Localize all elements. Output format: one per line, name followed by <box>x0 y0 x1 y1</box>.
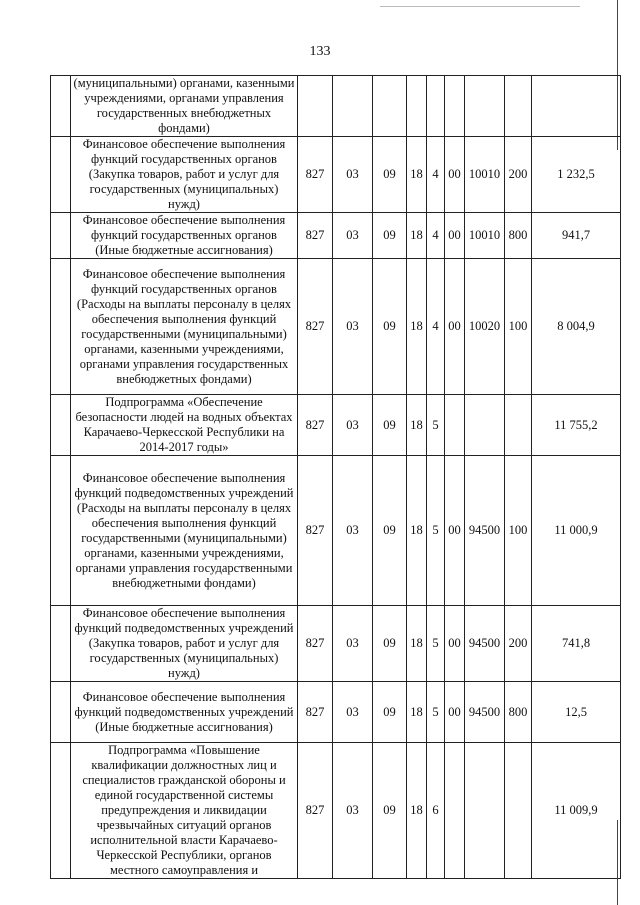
blank-cell <box>51 137 71 213</box>
blank-cell <box>51 76 71 137</box>
direction-code-cell <box>465 76 505 137</box>
table-row <box>51 259 621 395</box>
expense-type-cell <box>505 76 532 137</box>
subsection-code-cell: 09 <box>373 456 407 606</box>
subprogram-code-cell: 4 <box>427 137 445 213</box>
table-row <box>51 456 621 606</box>
section-code-cell: 03 <box>333 259 373 395</box>
amount-cell: 11 755,2 <box>532 395 621 456</box>
row-name-cell: Финансовое обеспечение выполнения функций подведомственных учреждений (Иные бюджетные ассигнования) <box>71 682 298 743</box>
amount-cell: 1 232,5 <box>532 137 621 213</box>
ministry-code-cell: 827 <box>298 606 333 682</box>
program-code-cell: 18 <box>407 259 427 395</box>
program-code-cell: 18 <box>407 682 427 743</box>
program-code-cell <box>407 76 427 137</box>
main-event-code-cell: 00 <box>445 259 465 395</box>
table-row <box>51 395 621 456</box>
ministry-code-cell: 827 <box>298 259 333 395</box>
main-event-code-cell <box>445 76 465 137</box>
direction-code-cell: 94500 <box>465 456 505 606</box>
subsection-code-cell: 09 <box>373 395 407 456</box>
row-name-cell: (муниципальными) органами, казенными учреждениями, органами управления государственных внебюджетных фондами) <box>71 76 298 137</box>
direction-code-cell: 94500 <box>465 682 505 743</box>
bottom-right-edge-line <box>617 820 618 905</box>
section-code-cell: 03 <box>333 395 373 456</box>
subsection-code-cell: 09 <box>373 213 407 259</box>
program-code-cell: 18 <box>407 213 427 259</box>
subsection-code-cell: 09 <box>373 259 407 395</box>
main-event-code-cell: 00 <box>445 213 465 259</box>
main-event-code-cell: 00 <box>445 682 465 743</box>
subprogram-code-cell <box>427 76 445 137</box>
subprogram-code-cell: 5 <box>427 606 445 682</box>
expense-type-cell: 200 <box>505 606 532 682</box>
main-event-code-cell: 00 <box>445 606 465 682</box>
row-name-cell: Финансовое обеспечение выполнения функций подведомственных учреждений (Закупка товаров, работ и услуг для государственных (муниципальных) нужд) <box>71 606 298 682</box>
subprogram-code-cell: 6 <box>427 743 445 879</box>
subsection-code-cell: 09 <box>373 682 407 743</box>
table-row <box>51 743 621 879</box>
row-name-cell: Подпрограмма «Обеспечение безопасности людей на водных объектах Карачаево-Черкесской Республики на 2014-2017 годы» <box>71 395 298 456</box>
ministry-code-cell <box>298 76 333 137</box>
expense-type-cell: 100 <box>505 259 532 395</box>
section-code-cell: 03 <box>333 456 373 606</box>
ministry-code-cell: 827 <box>298 213 333 259</box>
blank-cell <box>51 606 71 682</box>
main-event-code-cell <box>445 395 465 456</box>
table-row <box>51 76 621 137</box>
amount-cell: 12,5 <box>532 682 621 743</box>
direction-code-cell: 10020 <box>465 259 505 395</box>
ministry-code-cell: 827 <box>298 743 333 879</box>
ministry-code-cell: 827 <box>298 137 333 213</box>
subprogram-code-cell: 5 <box>427 456 445 606</box>
ministry-code-cell: 827 <box>298 456 333 606</box>
subprogram-code-cell: 5 <box>427 395 445 456</box>
row-name-cell: Финансовое обеспечение выполнения функций государственных органов (Закупка товаров, работ и услуг для государственных (муниципальных) нужд) <box>71 137 298 213</box>
direction-code-cell: 10010 <box>465 213 505 259</box>
expense-type-cell <box>505 395 532 456</box>
expense-type-cell <box>505 743 532 879</box>
top-rule-line <box>380 6 580 7</box>
section-code-cell: 03 <box>333 137 373 213</box>
subsection-code-cell: 09 <box>373 743 407 879</box>
program-code-cell: 18 <box>407 137 427 213</box>
budget-table-body <box>51 76 621 879</box>
blank-cell <box>51 682 71 743</box>
page-number: 133 <box>309 44 331 59</box>
blank-cell <box>51 743 71 879</box>
blank-cell <box>51 395 71 456</box>
section-code-cell: 03 <box>333 743 373 879</box>
section-code-cell <box>333 76 373 137</box>
row-name-cell: Финансовое обеспечение выполнения функций подведомственных учреждений (Расходы на выплаты персоналу в целях обеспечения выполнения функций государственными (муниципальными) органами, казенными учреждениями, органами управления государственными внебюджетными фондами) <box>71 456 298 606</box>
amount-cell: 741,8 <box>532 606 621 682</box>
direction-code-cell: 10010 <box>465 137 505 213</box>
table-row <box>51 606 621 682</box>
main-event-code-cell: 00 <box>445 456 465 606</box>
row-name-cell: Финансовое обеспечение выполнения функций государственных органов (Расходы на выплаты персоналу в целях обеспечения выполнения функций государственными (муниципальными) органами, казенными учреждениями, органами управления государственных внебюджетных фондами) <box>71 259 298 395</box>
subsection-code-cell: 09 <box>373 137 407 213</box>
subsection-code-cell <box>373 76 407 137</box>
amount-cell: 11 009,9 <box>532 743 621 879</box>
direction-code-cell <box>465 743 505 879</box>
amount-cell: 941,7 <box>532 213 621 259</box>
subsection-code-cell: 09 <box>373 606 407 682</box>
section-code-cell: 03 <box>333 213 373 259</box>
expense-type-cell: 800 <box>505 682 532 743</box>
table-row <box>51 137 621 213</box>
table-row <box>51 682 621 743</box>
main-event-code-cell: 00 <box>445 137 465 213</box>
program-code-cell: 18 <box>407 456 427 606</box>
ministry-code-cell: 827 <box>298 682 333 743</box>
subprogram-code-cell: 4 <box>427 213 445 259</box>
expense-type-cell: 800 <box>505 213 532 259</box>
section-code-cell: 03 <box>333 682 373 743</box>
subprogram-code-cell: 4 <box>427 259 445 395</box>
amount-cell: 8 004,9 <box>532 259 621 395</box>
blank-cell <box>51 213 71 259</box>
amount-cell <box>532 76 621 137</box>
main-event-code-cell <box>445 743 465 879</box>
amount-cell: 11 000,9 <box>532 456 621 606</box>
blank-cell <box>51 456 71 606</box>
budget-table <box>50 75 621 879</box>
row-name-cell: Финансовое обеспечение выполнения функций государственных органов (Иные бюджетные ассигнования) <box>71 213 298 259</box>
direction-code-cell <box>465 395 505 456</box>
subprogram-code-cell: 5 <box>427 682 445 743</box>
ministry-code-cell: 827 <box>298 395 333 456</box>
program-code-cell: 18 <box>407 395 427 456</box>
table-row <box>51 213 621 259</box>
program-code-cell: 18 <box>407 606 427 682</box>
direction-code-cell: 94500 <box>465 606 505 682</box>
row-name-cell: Подпрограмма «Повышение квалификации должностных лиц и специалистов гражданской обороны и единой государственной системы предупреждения и ликвидации чрезвычайных ситуаций органов исполнительной власти Карачаево-Черкесской Республики, органов местного самоуправления и <box>71 743 298 879</box>
expense-type-cell: 100 <box>505 456 532 606</box>
program-code-cell: 18 <box>407 743 427 879</box>
section-code-cell: 03 <box>333 606 373 682</box>
expense-type-cell: 200 <box>505 137 532 213</box>
blank-cell <box>51 259 71 395</box>
